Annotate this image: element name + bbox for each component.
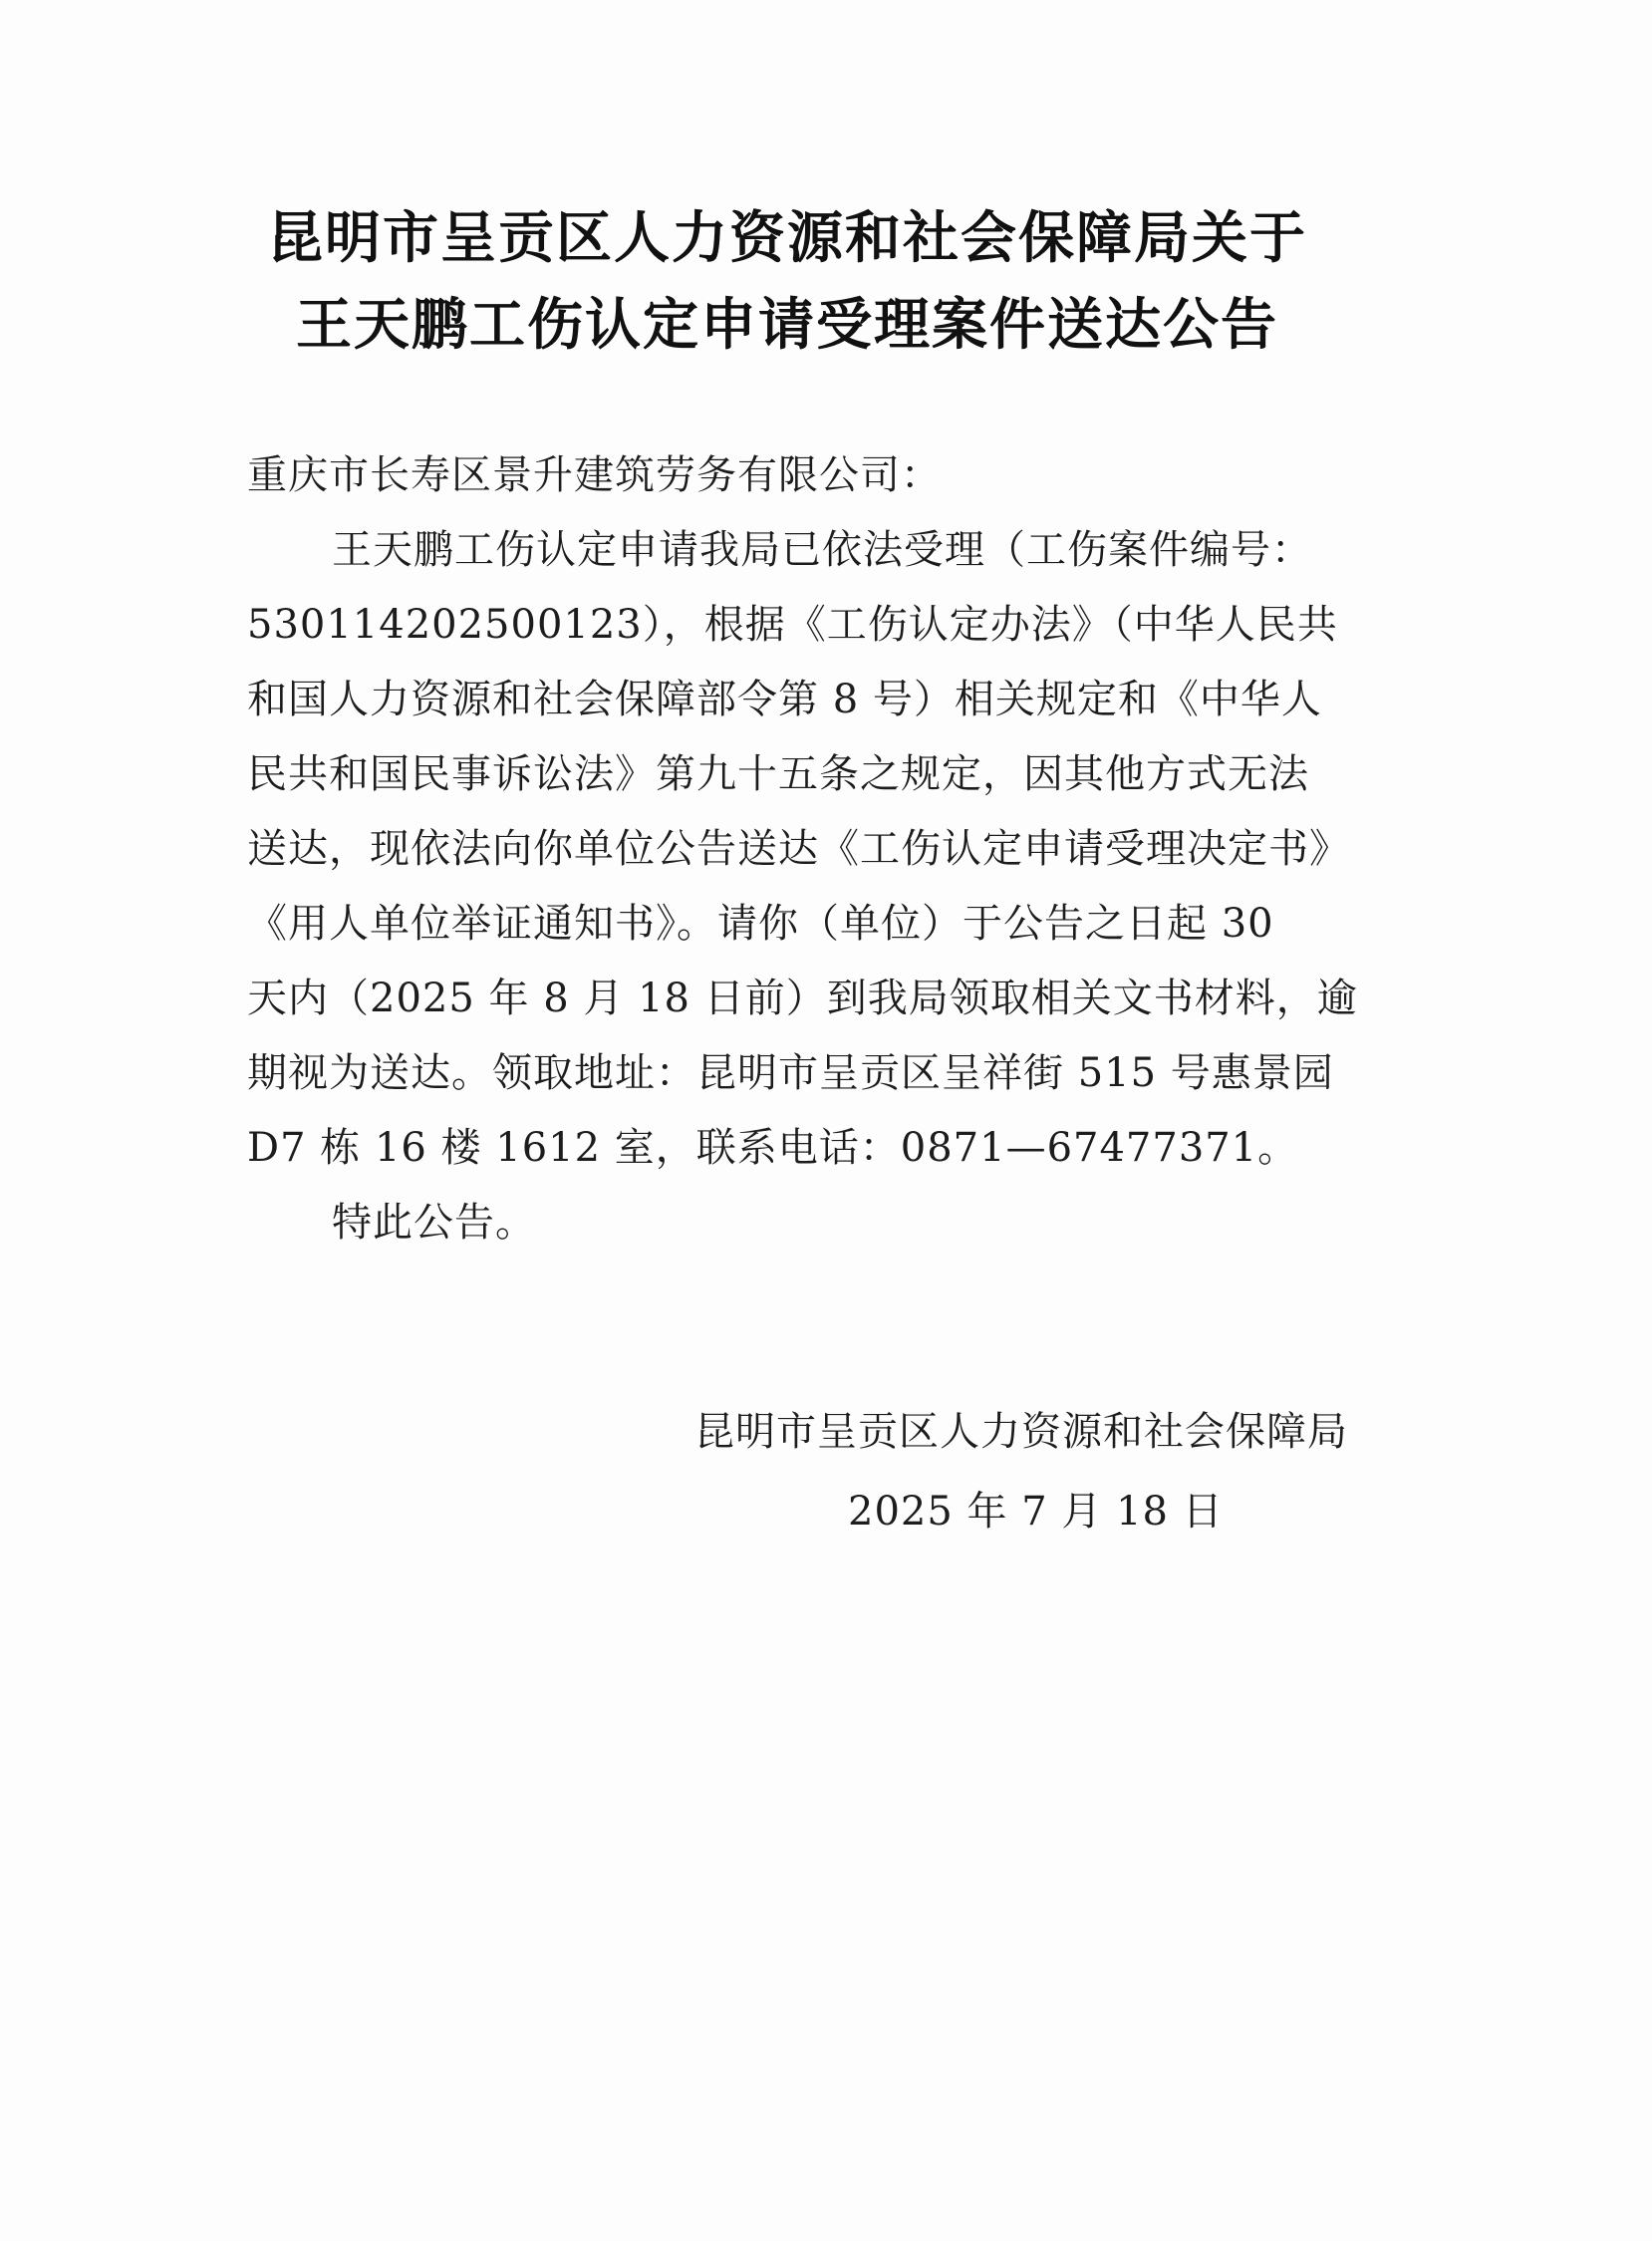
document-title-line-1: 昆明市呈贡区人力资源和社会保障局关于 [267, 206, 1307, 271]
body-line: 王天鹏工伤认定申请我局已依法受理（工伤案件编号： [332, 527, 1312, 573]
body-line: 期视为送达。领取地址：昆明市呈贡区呈祥街 515 号惠景园 [247, 1050, 1334, 1096]
body-line: 天内（2025 年 8 月 18 日前）到我局领取相关文书材料，逾 [247, 976, 1358, 1021]
document-title-line-2: 王天鹏工伤认定申请受理案件送达公告 [296, 293, 1278, 358]
body-line: 和国人力资源和社会保障部令第 8 号）相关规定和《中华人 [247, 677, 1322, 722]
closing-statement: 特此公告。 [332, 1200, 536, 1246]
body-line: 送达，现依法向你单位公告送达《工伤认定申请受理决定书》 [247, 826, 1350, 872]
body-line: 民共和国民事诉讼法》第九十五条之规定，因其他方式无法 [247, 751, 1309, 797]
signature-organization: 昆明市呈贡区人力资源和社会保障局 [694, 1409, 1348, 1455]
body-line: D7 栋 16 楼 1612 室，联系电话：0871—67477371。 [247, 1125, 1299, 1171]
signature-date: 2025 年 7 月 18 日 [848, 1489, 1224, 1535]
addressee: 重庆市长寿区景升建筑劳务有限公司： [247, 452, 942, 498]
body-line: 530114202500123），根据《工伤认定办法》（中华人民共 [247, 602, 1338, 648]
body-line: 《用人单位举证通知书》。请你（单位）于公告之日起 30 [247, 901, 1274, 947]
